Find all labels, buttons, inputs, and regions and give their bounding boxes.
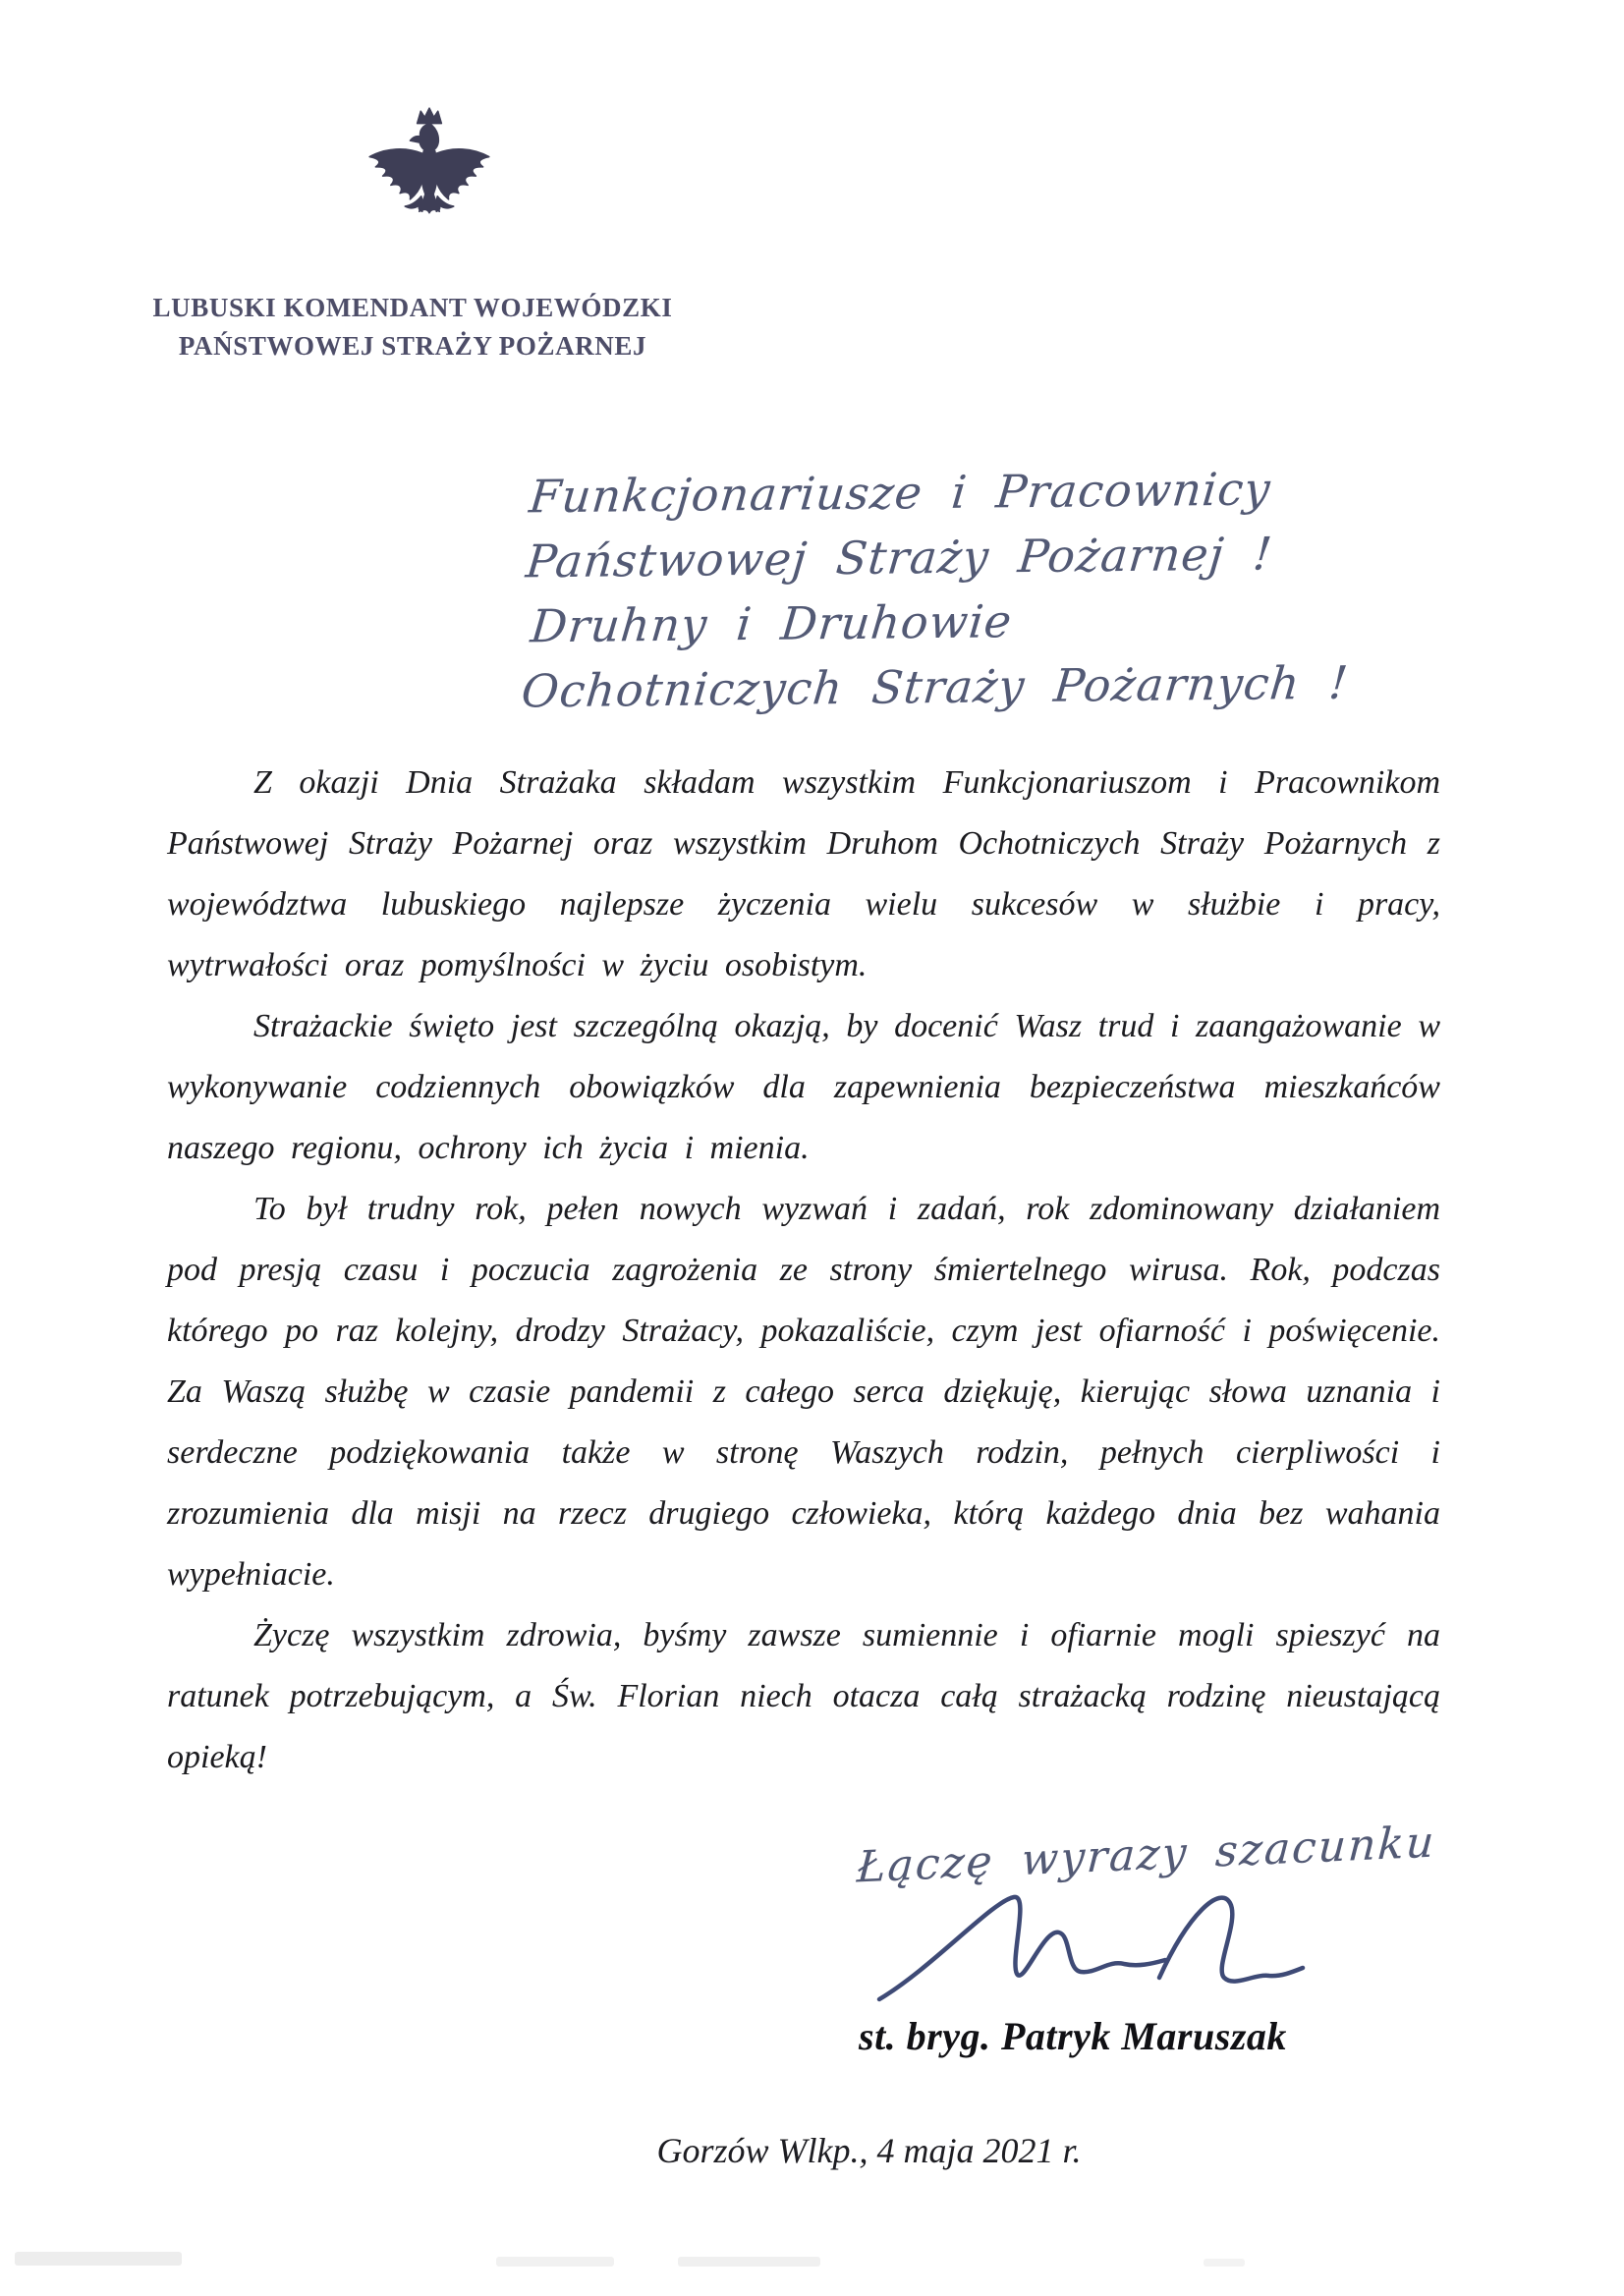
- paragraph-3: To był trudny rok, pełen nowych wyzwań i zadań, rok zdominowany działaniem pod presją czasu i poczucia zagrożenia ze strony śmiertelnego wirusa. Rok, podczas którego po raz kolejny, drodzy Strażacy, pokazaliście, czym jest ofiarność i poświęcenie. Za Waszą służbę w czasie pandemii z całego serca dziękuję, kierując słowa uznania i serdeczne podziękowania także w stronę Waszych rodzin, pełnych cierpliwości i zrozumienia dla misji na rzecz drugiego człowieka, którą każdego dnia bez wahania wypełniacie.: [167, 1191, 1440, 1593]
- salutation-line-3: Druhny i Druhowie: [528, 594, 1015, 653]
- scan-artifact: [496, 2257, 614, 2267]
- signature-scribble: [865, 1883, 1356, 2011]
- handwritten-salutation: [519, 456, 1351, 724]
- paragraph-4: Życzę wszystkim zdrowia, byśmy zawsze sumiennie i ofiarnie mogli spieszyć na ratunek potrzebującym, a Św. Florian niech otacza całą strażacką rodzinę nieustającą opieką!: [167, 1617, 1440, 1775]
- dateline: Gorzów Wlkp., 4 maja 2021 r.: [656, 2131, 1082, 2170]
- scan-artifact: [15, 2252, 182, 2266]
- salutation-line-1: Funkcjonariusze i Pracownicy: [527, 462, 1273, 524]
- paragraph-2: Strażackie święto jest szczególną okazją, by docenić Wasz trud i zaangażowanie w wykonywanie codziennych obowiązków dla zapewnienia bezpieczeństwa mieszkańców naszego regionu, ochrony ich życia i mienia.: [167, 1008, 1440, 1166]
- letterhead-line-1: LUBUSKI KOMENDANT WOJEWÓDZKI: [152, 293, 673, 322]
- letter-body: [167, 753, 1440, 1788]
- signatory-name: st. bryg. Patryk Maruszak: [859, 2014, 1287, 2058]
- scan-artifact: [678, 2257, 820, 2267]
- scan-artifact: [1204, 2259, 1245, 2267]
- letterhead: [126, 289, 700, 365]
- closing-block: [831, 1817, 1460, 2059]
- letterhead-line-2: PAŃSTWOWEJ STRAŻY POŻARNEJ: [178, 331, 647, 361]
- salutation-line-2: Państwowej Straży Pożarnej !: [524, 527, 1275, 588]
- handwritten-closing: Łączę wyrazy szacunku: [855, 1817, 1437, 1893]
- salutation-line-4: Ochotniczych Straży Pożarnych !: [519, 655, 1351, 718]
- paragraph-1: Z okazji Dnia Strażaka składam wszystkim Funkcjonariuszom i Pracownikom Państwowej Straży Pożarnej oraz wszystkim Druhom Ochotniczych Straży Pożarnych z województwa lubuskiego najlepsze życzenia wielu sukcesów w służbie i pracy, wytrwałości oraz pomyślności w życiu osobistym.: [167, 764, 1440, 983]
- polish-eagle-emblem: [352, 104, 507, 271]
